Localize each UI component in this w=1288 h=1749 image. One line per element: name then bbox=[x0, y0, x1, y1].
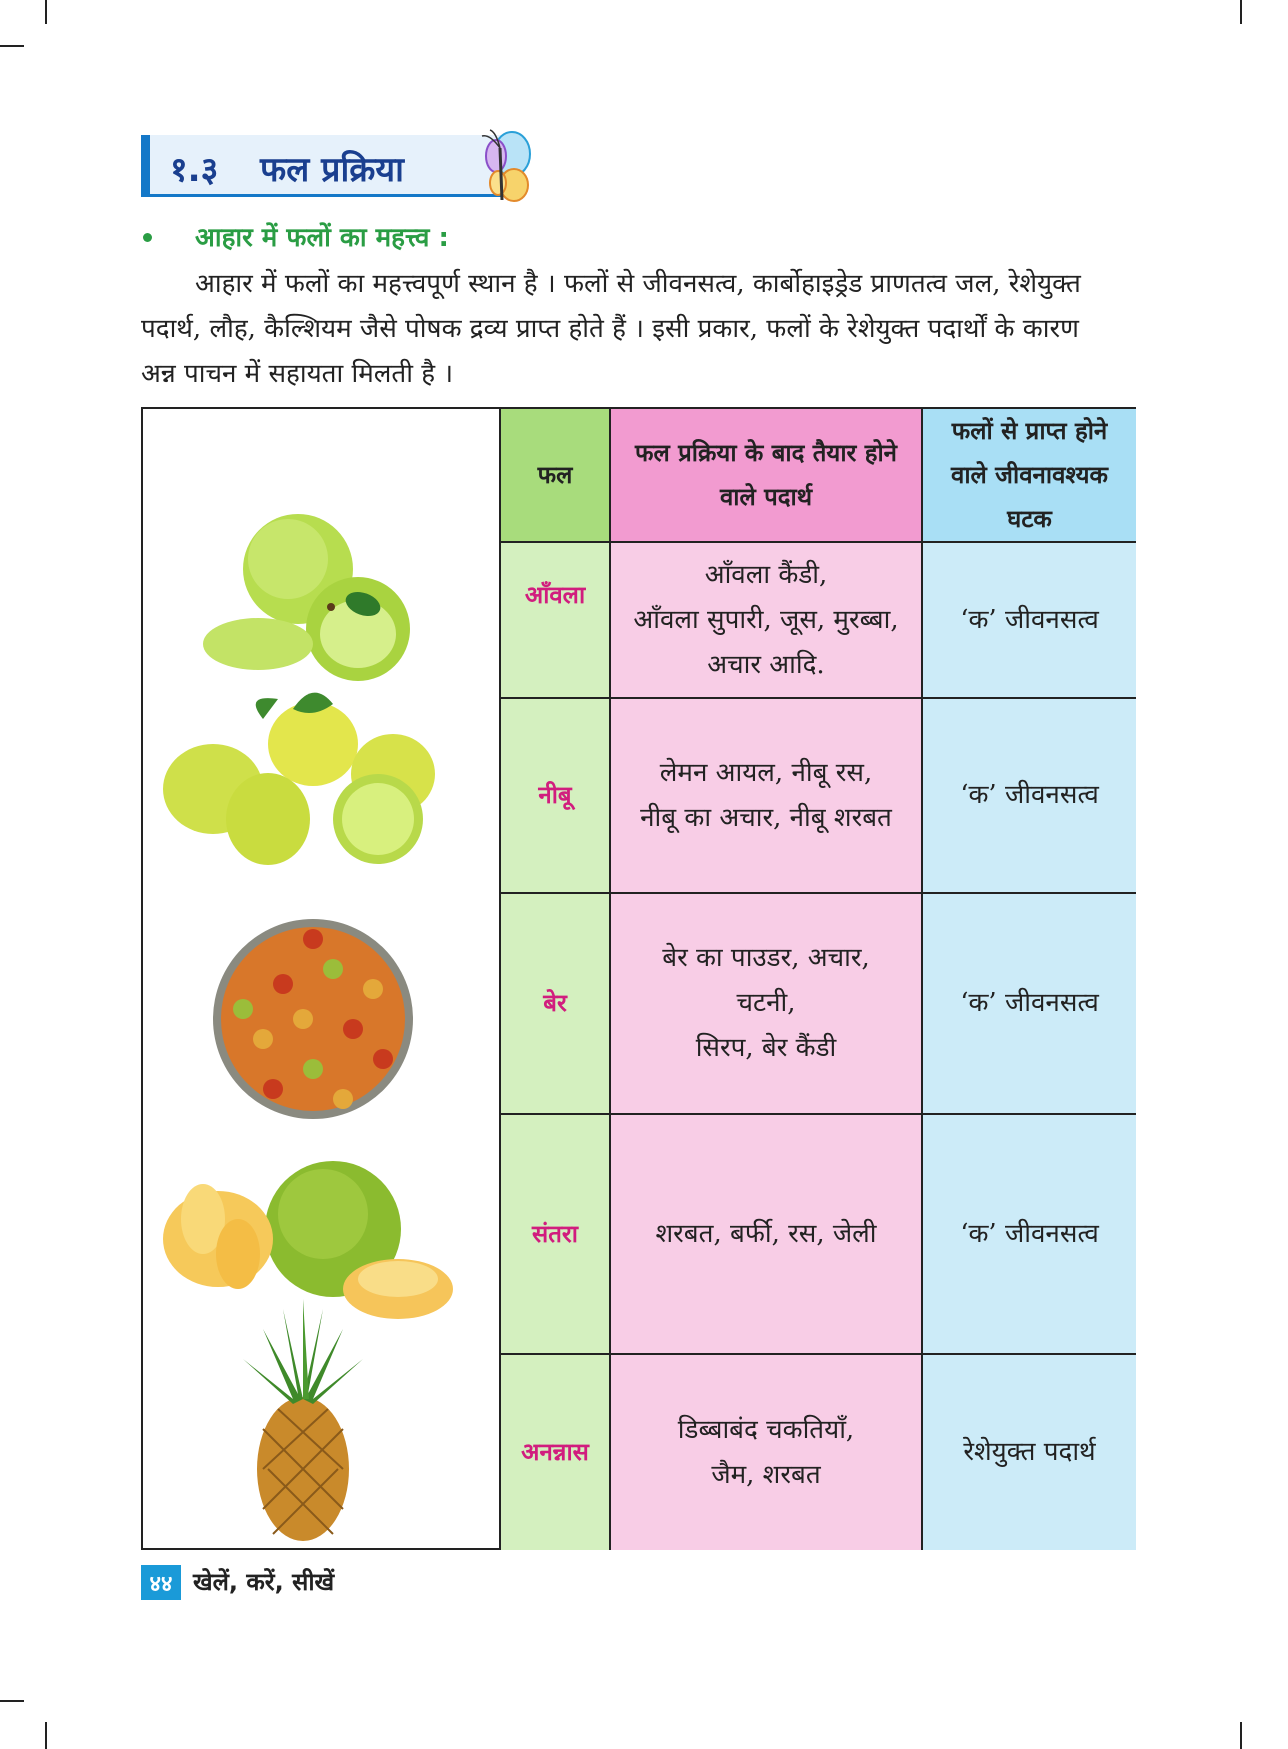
paragraph-line: अन्न पाचन में सहायता मिलती है । bbox=[141, 359, 454, 389]
component-cell: ‘क’ जीवनसत्व bbox=[923, 699, 1136, 894]
section-number: १.३ bbox=[170, 150, 219, 190]
book-title: खेलें, करें, सीखें bbox=[193, 1568, 335, 1596]
crop-mark bbox=[0, 45, 24, 47]
products-cell: शरबत, बर्फी, रस, जेली bbox=[611, 1115, 923, 1355]
crop-mark bbox=[45, 0, 47, 24]
products-cell: डिब्बाबंद चकतियाँ, जैम, शरबत bbox=[611, 1355, 923, 1550]
fruit-cell: अनन्नास bbox=[501, 1355, 611, 1550]
crop-mark bbox=[1240, 0, 1242, 24]
section-title: फल प्रक्रिया bbox=[260, 150, 404, 190]
products-cell: बेर का पाउडर, अचार, चटनी, सिरप, बेर कैंडी bbox=[611, 894, 923, 1115]
header-components: फलों से प्राप्त होने वाले जीवनावश्यक घटक bbox=[923, 409, 1136, 543]
butterfly-icon bbox=[460, 128, 542, 208]
body-paragraph bbox=[141, 262, 1136, 397]
subheading: आहार में फलों का महत्त्व : bbox=[195, 223, 449, 253]
bullet-dot bbox=[143, 233, 152, 242]
header-products: फल प्रक्रिया के बाद तैयार होने वाले पदार्थ bbox=[611, 409, 923, 543]
fruit-cell: संतरा bbox=[501, 1115, 611, 1355]
lemon-image bbox=[163, 693, 435, 865]
paragraph-line: पदार्थ, लौह, कैल्शियम जैसे पोषक द्रव्य प्राप्त होते हैं । इसी प्रकार, फलों के रेशेयुक्त पदार्थों के कारण bbox=[141, 314, 1079, 344]
ber-image bbox=[213, 919, 413, 1119]
component-cell: रेशेयुक्त पदार्थ bbox=[923, 1355, 1136, 1550]
crop-mark bbox=[45, 1722, 47, 1749]
orange-image bbox=[163, 1161, 453, 1319]
fruit-processing-table bbox=[141, 407, 1136, 1550]
fruit-cell: आँवला bbox=[501, 543, 611, 699]
component-cell: ‘क’ जीवनसत्व bbox=[923, 894, 1136, 1115]
page-number: ४४ bbox=[141, 1565, 181, 1600]
component-cell: ‘क’ जीवनसत्व bbox=[923, 1115, 1136, 1355]
fruit-images-column bbox=[143, 409, 501, 1548]
amla-image bbox=[203, 514, 410, 681]
fruit-cell: बेर bbox=[501, 894, 611, 1115]
crop-mark bbox=[0, 1700, 24, 1702]
header-fruit: फल bbox=[501, 409, 611, 543]
paragraph-line: आहार में फलों का महत्त्वपूर्ण स्थान है । फलों से जीवनसत्व, कार्बोहाइड्रेड प्राणतत्व जल, रेशेयुक्त bbox=[195, 269, 1081, 299]
pineapple-image bbox=[243, 1299, 363, 1541]
crop-mark bbox=[1240, 1722, 1242, 1749]
products-cell: लेमन आयल, नीबू रस, नीबू का अचार, नीबू शरबत bbox=[611, 699, 923, 894]
component-cell: ‘क’ जीवनसत्व bbox=[923, 543, 1136, 699]
fruit-cell: नीबू bbox=[501, 699, 611, 894]
products-cell: आँवला कैंडी, आँवला सुपारी, जूस, मुरब्बा, अचार आदि. bbox=[611, 543, 923, 699]
